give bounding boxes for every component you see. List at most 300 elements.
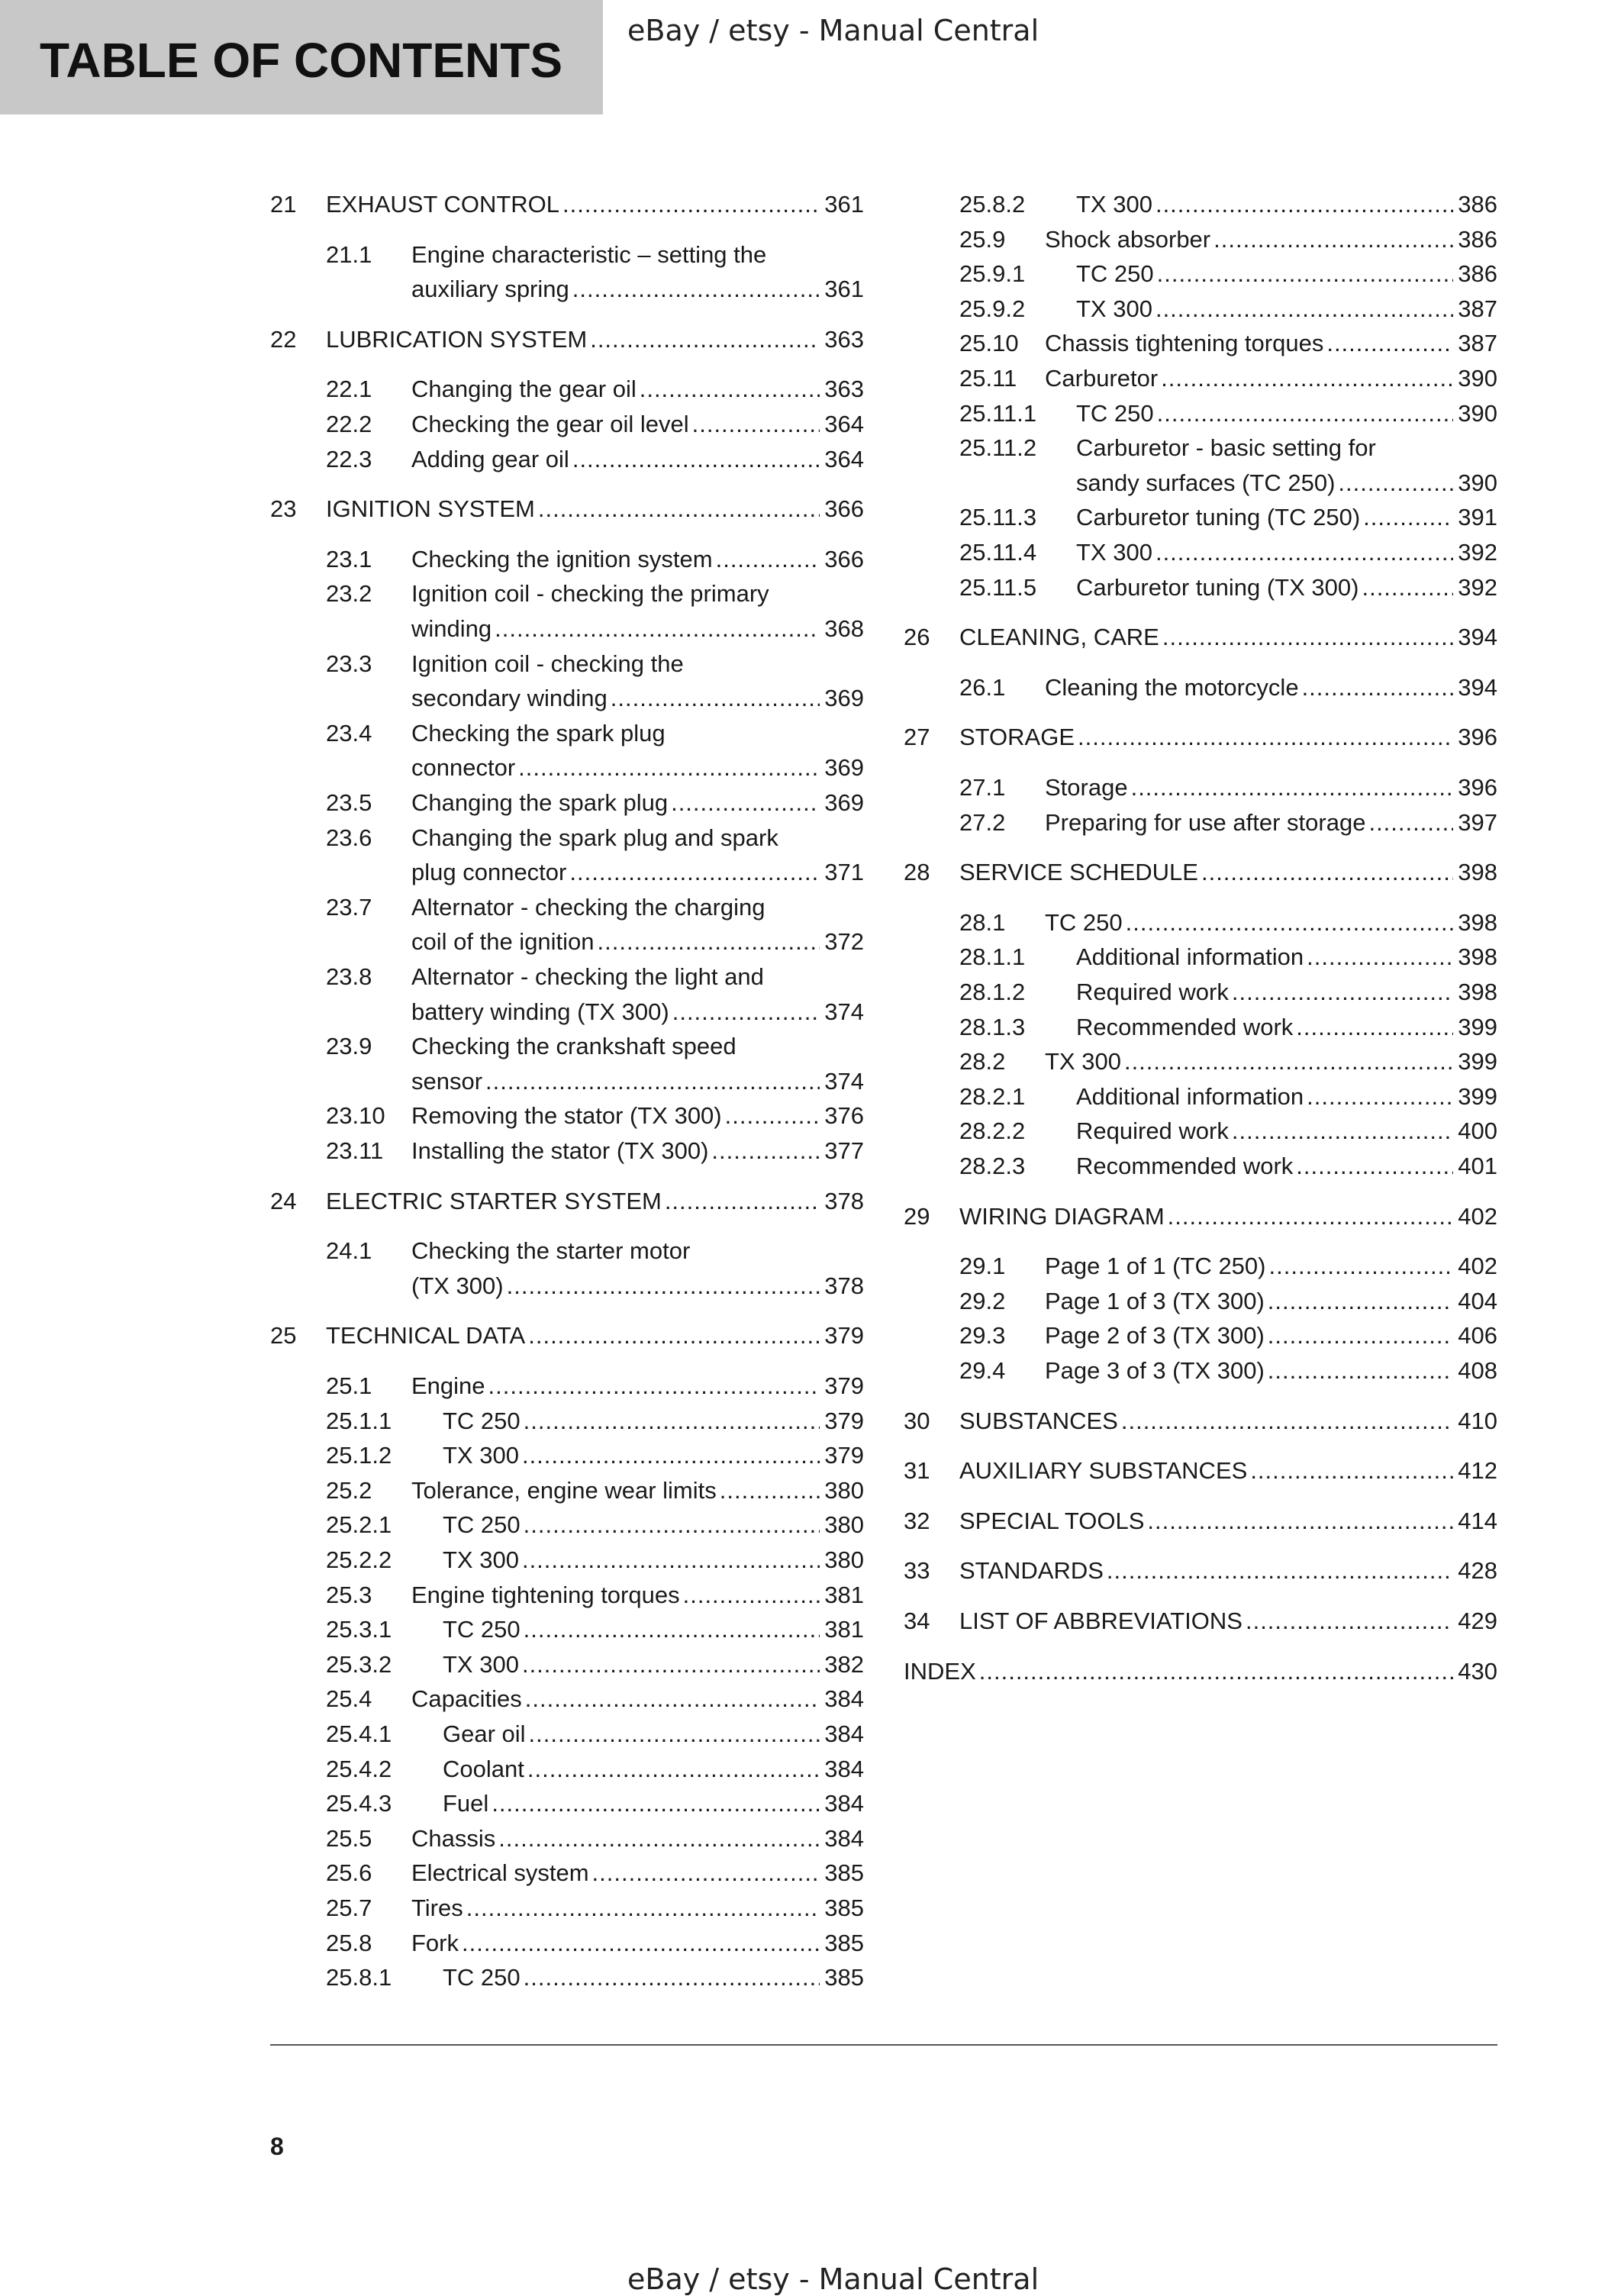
toc-entry[interactable] bbox=[270, 543, 864, 578]
toc-entry-number: 23.9 bbox=[326, 1033, 372, 1060]
toc-entry[interactable] bbox=[904, 1285, 1497, 1320]
toc-entry[interactable] bbox=[270, 1787, 864, 1822]
toc-entry[interactable] bbox=[270, 1508, 864, 1543]
toc-entry[interactable] bbox=[904, 771, 1497, 806]
toc-dot-leader bbox=[1269, 1250, 1454, 1283]
toc-entry-number: 25.3.2 bbox=[326, 1650, 392, 1678]
toc-entry-number: 23.4 bbox=[326, 719, 372, 747]
toc-entry-number: 28.1 bbox=[959, 908, 1006, 936]
toc-entry-title: AUXILIARY SUBSTANCES bbox=[959, 1457, 1248, 1485]
toc-dot-leader bbox=[672, 995, 820, 1029]
toc-entry-title: sensor bbox=[411, 1067, 483, 1095]
toc-entry-page: 371 bbox=[824, 859, 864, 886]
toc-dot-leader bbox=[569, 856, 820, 889]
toc-entry-title: TX 300 bbox=[443, 1442, 519, 1469]
toc-entry-title: Electrical system bbox=[411, 1859, 589, 1887]
toc-entry-page: 410 bbox=[1458, 1407, 1497, 1434]
toc-dot-leader bbox=[562, 188, 820, 221]
toc-entry[interactable] bbox=[904, 940, 1497, 975]
toc-dot-leader bbox=[518, 751, 820, 785]
toc-entry-number: 23.2 bbox=[326, 580, 372, 608]
toc-entry-title: SUBSTANCES bbox=[959, 1407, 1118, 1434]
toc-entry-title: plug connector bbox=[411, 859, 567, 886]
toc-entry[interactable] bbox=[904, 223, 1497, 258]
toc-entry-title: Recommended work bbox=[1076, 1153, 1294, 1179]
toc-entry-page: 414 bbox=[1458, 1507, 1497, 1534]
toc-entry[interactable] bbox=[270, 1099, 864, 1134]
toc-entry-page: 380 bbox=[824, 1546, 864, 1573]
toc-entry[interactable] bbox=[904, 721, 1497, 756]
toc-dot-leader bbox=[572, 272, 820, 306]
toc-entry-title: Fork bbox=[411, 1929, 459, 1956]
toc-entry-page: 396 bbox=[1458, 774, 1497, 801]
toc-entry[interactable] bbox=[904, 501, 1497, 536]
toc-entry[interactable] bbox=[904, 1080, 1497, 1115]
toc-entry[interactable] bbox=[904, 1011, 1497, 1046]
toc-dot-leader bbox=[522, 1543, 820, 1577]
toc-dot-leader bbox=[462, 1927, 820, 1960]
toc-dot-leader bbox=[979, 1655, 1453, 1688]
toc-entry-title: Fuel bbox=[443, 1790, 489, 1817]
toc-dot-leader bbox=[1250, 1454, 1453, 1488]
toc-entry-page: 390 bbox=[1458, 469, 1497, 496]
toc-entry[interactable] bbox=[904, 536, 1497, 571]
toc-entry-title: Ignition coil - checking the primary bbox=[411, 580, 769, 608]
toc-dot-leader bbox=[692, 408, 820, 441]
toc-entry[interactable] bbox=[904, 1404, 1497, 1440]
toc-entry-page: 364 bbox=[824, 445, 864, 472]
watermark-top: eBay / etsy - Manual Central bbox=[627, 14, 1039, 47]
toc-entry[interactable] bbox=[270, 188, 864, 223]
toc-entry-page: 380 bbox=[824, 1511, 864, 1539]
toc-entry[interactable] bbox=[270, 1319, 864, 1354]
toc-dot-leader bbox=[1232, 975, 1453, 1009]
toc-entry-page: 363 bbox=[824, 376, 864, 403]
toc-entry-page: 398 bbox=[1458, 979, 1497, 1005]
toc-entry-title: Capacities bbox=[411, 1685, 522, 1713]
toc-entry[interactable] bbox=[904, 1250, 1497, 1285]
toc-entry[interactable] bbox=[270, 1648, 864, 1683]
toc-entry-number: 25.8.2 bbox=[959, 191, 1026, 218]
toc-entry[interactable] bbox=[270, 443, 864, 478]
toc-entry-title: TC 250 bbox=[443, 1407, 521, 1434]
toc-entry-page: 402 bbox=[1458, 1202, 1497, 1230]
toc-entry[interactable] bbox=[270, 1613, 864, 1648]
toc-entry-title: TX 300 bbox=[1076, 295, 1152, 322]
toc-entry-page: 379 bbox=[824, 1442, 864, 1469]
toc-entry[interactable] bbox=[270, 1717, 864, 1753]
toc-dot-leader bbox=[665, 1185, 820, 1218]
toc-entry-page: 392 bbox=[1458, 539, 1497, 566]
toc-dot-leader bbox=[1268, 1319, 1453, 1353]
toc-entry-page: 369 bbox=[824, 789, 864, 816]
toc-entry-page: 377 bbox=[824, 1137, 864, 1164]
toc-entry-title: INDEX bbox=[904, 1657, 976, 1685]
toc-entry-title: TC 250 bbox=[443, 1616, 521, 1643]
toc-entry[interactable] bbox=[270, 960, 864, 1030]
toc-entry[interactable] bbox=[904, 188, 1497, 223]
toc-entry-title: Changing the spark plug and spark bbox=[411, 824, 778, 851]
toc-dot-leader bbox=[524, 1508, 820, 1542]
toc-entry-title: Required work bbox=[1076, 1117, 1229, 1145]
toc-entry[interactable] bbox=[270, 1578, 864, 1614]
toc-entry-page: 368 bbox=[824, 614, 864, 642]
toc-entry-title: STORAGE bbox=[959, 724, 1075, 751]
toc-entry-title: Carburetor - basic setting for bbox=[1076, 434, 1376, 462]
toc-entry[interactable] bbox=[904, 621, 1497, 656]
toc-entry-number: 28.2.1 bbox=[959, 1082, 1026, 1110]
toc-entry-title: Carburetor tuning (TX 300) bbox=[1076, 573, 1359, 601]
toc-entry-title: Carburetor tuning (TC 250) bbox=[1076, 504, 1361, 531]
toc-entry-number: 25.4.3 bbox=[326, 1790, 392, 1817]
toc-dot-leader bbox=[1155, 536, 1453, 569]
toc-dot-leader bbox=[572, 443, 820, 476]
toc-entry[interactable] bbox=[270, 1543, 864, 1578]
toc-entry-title: TC 250 bbox=[1076, 260, 1154, 288]
toc-entry[interactable] bbox=[904, 1604, 1497, 1640]
toc-entry-page: 399 bbox=[1458, 1013, 1497, 1040]
toc-entry[interactable] bbox=[270, 492, 864, 527]
toc-entry[interactable] bbox=[270, 238, 864, 308]
toc-entry-number: 23.3 bbox=[326, 650, 372, 677]
page-title: TABLE OF CONTENTS bbox=[40, 33, 562, 88]
toc-entry-page: 378 bbox=[824, 1187, 864, 1214]
toc-dot-leader bbox=[1368, 806, 1453, 840]
toc-dot-leader bbox=[524, 1613, 820, 1646]
toc-entry-title: Shock absorber bbox=[1045, 225, 1211, 253]
toc-dot-leader bbox=[683, 1578, 820, 1612]
toc-entry-number: 29.3 bbox=[959, 1322, 1006, 1350]
toc-entry-number: 21 bbox=[270, 191, 297, 218]
toc-entry-title: Ignition coil - checking the bbox=[411, 650, 684, 677]
toc-entry[interactable] bbox=[270, 1927, 864, 1962]
toc-entry-page: 384 bbox=[824, 1824, 864, 1852]
toc-entry-number: 34 bbox=[904, 1608, 930, 1634]
toc-entry-page: 361 bbox=[824, 276, 864, 303]
toc-entry-number: 25.8.1 bbox=[326, 1964, 392, 1991]
toc-dot-leader bbox=[1126, 906, 1453, 940]
toc-entry-title: Installing the stator (TX 300) bbox=[411, 1137, 709, 1164]
toc-entry-page: 382 bbox=[824, 1650, 864, 1678]
toc-entry-title: Checking the ignition system bbox=[411, 545, 713, 572]
toc-entry[interactable] bbox=[270, 1439, 864, 1474]
toc-entry-number: 25.9 bbox=[959, 225, 1006, 253]
toc-dot-leader bbox=[1078, 721, 1453, 754]
toc-entry-page: 366 bbox=[824, 545, 864, 572]
toc-entry-page: 387 bbox=[1458, 295, 1497, 322]
toc-entry-number: 23.8 bbox=[326, 963, 372, 990]
toc-entry[interactable] bbox=[270, 1030, 864, 1099]
toc-entry-number: 32 bbox=[904, 1507, 930, 1534]
toc-entry-title: winding bbox=[411, 614, 492, 642]
toc-entry-page: 390 bbox=[1458, 365, 1497, 392]
toc-entry-page: 391 bbox=[1458, 504, 1497, 531]
toc-entry[interactable] bbox=[270, 1474, 864, 1509]
toc-dot-leader bbox=[611, 682, 820, 715]
toc-entry-number: 31 bbox=[904, 1457, 930, 1485]
toc-entry[interactable] bbox=[904, 1655, 1497, 1690]
toc-entry[interactable] bbox=[904, 431, 1497, 501]
toc-entry-page: 374 bbox=[824, 1067, 864, 1095]
toc-entry-page: 363 bbox=[824, 325, 864, 353]
toc-dot-leader bbox=[1121, 1404, 1453, 1438]
toc-entry[interactable] bbox=[270, 1682, 864, 1717]
toc-dot-leader bbox=[1296, 1011, 1453, 1044]
toc-entry-number: 23.11 bbox=[326, 1137, 384, 1164]
toc-entry[interactable] bbox=[270, 1369, 864, 1404]
toc-entry-page: 374 bbox=[824, 998, 864, 1025]
toc-entry-number: 23.1 bbox=[326, 545, 372, 572]
toc-entry-title: (TX 300) bbox=[411, 1272, 504, 1299]
toc-entry-page: 379 bbox=[824, 1407, 864, 1434]
toc-entry-page: 384 bbox=[824, 1720, 864, 1747]
toc-entry-number: 28.2 bbox=[959, 1048, 1006, 1075]
toc-entry-title: secondary winding bbox=[411, 685, 608, 712]
toc-entry[interactable] bbox=[270, 1234, 864, 1304]
toc-entry-number: 29.2 bbox=[959, 1287, 1006, 1314]
toc-entry-number: 30 bbox=[904, 1407, 930, 1434]
toc-dot-leader bbox=[1362, 571, 1453, 605]
toc-entry-title: TX 300 bbox=[1076, 539, 1152, 566]
toc-entry[interactable] bbox=[904, 1504, 1497, 1540]
toc-entry[interactable] bbox=[904, 1354, 1497, 1389]
toc-entry-title: Page 3 of 3 (TX 300) bbox=[1045, 1357, 1265, 1384]
toc-entry-title: Page 1 of 1 (TC 250) bbox=[1045, 1253, 1266, 1280]
toc-entry-number: 21.1 bbox=[326, 240, 372, 268]
toc-entry[interactable] bbox=[270, 1856, 864, 1891]
toc-entry-page: 399 bbox=[1458, 1082, 1497, 1110]
toc-entry-title: Tolerance, engine wear limits bbox=[411, 1476, 717, 1504]
toc-entry-page: 386 bbox=[1458, 260, 1497, 288]
toc-entry-title: Adding gear oil bbox=[411, 445, 569, 472]
toc-entry-number: 23.7 bbox=[326, 893, 372, 921]
toc-dot-leader bbox=[524, 1961, 820, 1994]
toc-entry-page: 372 bbox=[824, 928, 864, 956]
toc-dot-leader bbox=[1268, 1285, 1453, 1318]
toc-entry-page: 401 bbox=[1458, 1153, 1497, 1179]
toc-entry[interactable] bbox=[904, 1150, 1497, 1185]
toc-entry[interactable] bbox=[270, 717, 864, 786]
toc-entry-page: 385 bbox=[824, 1859, 864, 1887]
toc-entry-page: 366 bbox=[824, 495, 864, 523]
toc-entry-title: TX 300 bbox=[1045, 1048, 1121, 1075]
toc-entry-title: EXHAUST CONTROL bbox=[326, 191, 560, 218]
toc-entry-number: 24.1 bbox=[326, 1237, 372, 1265]
toc-dot-leader bbox=[488, 1369, 820, 1403]
toc-entry-number: 25.2.2 bbox=[326, 1546, 392, 1573]
toc-entry-title: Checking the crankshaft speed bbox=[411, 1033, 736, 1060]
toc-entry[interactable] bbox=[270, 1961, 864, 1996]
toc-entry-number: 24 bbox=[270, 1187, 297, 1214]
toc-entry[interactable] bbox=[270, 323, 864, 358]
toc-dot-leader bbox=[1268, 1354, 1453, 1388]
toc-dot-leader bbox=[1157, 257, 1453, 291]
toc-entry[interactable] bbox=[904, 856, 1497, 891]
toc-entry-title: TC 250 bbox=[443, 1964, 521, 1991]
toc-dot-leader bbox=[1326, 327, 1453, 360]
toc-entry[interactable] bbox=[904, 397, 1497, 432]
toc-entry[interactable] bbox=[904, 257, 1497, 292]
toc-dot-leader bbox=[590, 323, 820, 356]
toc-entry-page: 404 bbox=[1458, 1287, 1497, 1314]
toc-entry-page: 384 bbox=[824, 1685, 864, 1713]
toc-entry-page: 398 bbox=[1458, 908, 1497, 936]
toc-entry[interactable] bbox=[904, 906, 1497, 941]
toc-dot-leader bbox=[524, 1404, 820, 1438]
toc-entry[interactable] bbox=[904, 327, 1497, 362]
toc-entry-page: 412 bbox=[1458, 1457, 1497, 1485]
toc-dot-leader bbox=[720, 1474, 820, 1508]
toc-entry-number: 25.6 bbox=[326, 1859, 372, 1887]
toc-dot-leader bbox=[640, 372, 820, 406]
toc-entry-title: Gear oil bbox=[443, 1720, 526, 1747]
toc-entry-page: 429 bbox=[1458, 1608, 1497, 1634]
toc-entry[interactable] bbox=[270, 408, 864, 443]
toc-entry[interactable] bbox=[270, 891, 864, 960]
toc-entry[interactable] bbox=[270, 1404, 864, 1440]
toc-dot-leader bbox=[1232, 1114, 1453, 1148]
toc-dot-leader bbox=[525, 1682, 820, 1716]
toc-entry[interactable] bbox=[904, 292, 1497, 327]
toc-entry-title: Page 1 of 3 (TX 300) bbox=[1045, 1287, 1265, 1314]
toc-dot-leader bbox=[1162, 621, 1453, 654]
toc-entry-number: 25.11.5 bbox=[959, 573, 1037, 601]
toc-dot-leader bbox=[1246, 1604, 1453, 1638]
toc-entry-number: 23 bbox=[270, 495, 297, 523]
toc-entry-title: IGNITION SYSTEM bbox=[326, 495, 535, 523]
toc-entry[interactable] bbox=[270, 577, 864, 647]
toc-entry-title: SPECIAL TOOLS bbox=[959, 1507, 1145, 1534]
toc-entry-title: Required work bbox=[1076, 979, 1229, 1005]
toc-entry-title: Checking the gear oil level bbox=[411, 411, 689, 437]
toc-dot-leader bbox=[522, 1439, 820, 1472]
toc-entry[interactable] bbox=[904, 362, 1497, 397]
toc-dot-leader bbox=[529, 1717, 820, 1751]
toc-entry-number: 25.2.1 bbox=[326, 1511, 392, 1539]
toc-entry-number: 25.11.4 bbox=[959, 539, 1037, 566]
toc-dot-leader bbox=[1307, 1080, 1453, 1114]
toc-entry-page: 379 bbox=[824, 1372, 864, 1399]
toc-entry-title: Alternator - checking the charging bbox=[411, 893, 765, 921]
toc-entry-title: Engine tightening torques bbox=[411, 1581, 680, 1608]
toc-entry[interactable] bbox=[904, 1454, 1497, 1489]
toc-entry[interactable] bbox=[904, 1114, 1497, 1150]
toc-entry-page: 387 bbox=[1458, 330, 1497, 357]
toc-entry-title: Chassis tightening torques bbox=[1045, 330, 1324, 357]
toc-entry-title: Removing the stator (TX 300) bbox=[411, 1102, 722, 1130]
toc-entry[interactable] bbox=[270, 821, 864, 891]
toc-entry-page: 364 bbox=[824, 411, 864, 437]
toc-entry-number: 25.10 bbox=[959, 330, 1019, 357]
toc-dot-leader bbox=[1296, 1150, 1453, 1183]
toc-entry-title: STANDARDS bbox=[959, 1557, 1104, 1585]
toc-entry[interactable] bbox=[904, 975, 1497, 1011]
toc-entry-page: 400 bbox=[1458, 1117, 1497, 1145]
toc-dot-leader bbox=[598, 925, 820, 959]
toc-dot-leader bbox=[1338, 466, 1453, 500]
toc-entry-number: 25.11 bbox=[959, 365, 1017, 392]
toc-entry[interactable] bbox=[904, 671, 1497, 706]
toc-entry[interactable] bbox=[904, 1200, 1497, 1235]
toc-entry-page: 428 bbox=[1458, 1557, 1497, 1585]
toc-entry-page: 398 bbox=[1458, 943, 1497, 971]
toc-entry-number: 27.1 bbox=[959, 774, 1006, 801]
toc-dot-leader bbox=[528, 1319, 820, 1353]
toc-entry-number: 26 bbox=[904, 624, 930, 651]
toc-entry-title: Page 2 of 3 (TX 300) bbox=[1045, 1322, 1265, 1350]
toc-entry-number: 28 bbox=[904, 859, 930, 886]
toc-entry-number: 25.1 bbox=[326, 1372, 372, 1399]
toc-dot-leader bbox=[1161, 362, 1453, 395]
footer-divider bbox=[270, 2044, 1497, 2046]
toc-entry-number: 25.9.1 bbox=[959, 260, 1026, 288]
toc-entry-number: 28.2.3 bbox=[959, 1153, 1026, 1179]
toc-entry-title: TC 250 bbox=[1045, 908, 1123, 936]
toc-entry-number: 22.2 bbox=[326, 411, 372, 437]
toc-entry-number: 33 bbox=[904, 1557, 930, 1585]
toc-entry-title: Additional information bbox=[1076, 1082, 1304, 1110]
toc-entry-title: WIRING DIAGRAM bbox=[959, 1202, 1165, 1230]
toc-entry-number: 25.8 bbox=[326, 1929, 372, 1956]
toc-dot-leader bbox=[1168, 1200, 1453, 1233]
header-banner bbox=[0, 0, 603, 114]
toc-entry[interactable] bbox=[904, 1319, 1497, 1354]
toc-entry-title: Engine bbox=[411, 1372, 485, 1399]
toc-entry[interactable] bbox=[904, 1045, 1497, 1080]
toc-entry[interactable] bbox=[270, 372, 864, 408]
toc-entry-title: sandy surfaces (TC 250) bbox=[1076, 469, 1336, 496]
toc-entry[interactable] bbox=[904, 571, 1497, 606]
toc-entry-number: 25.9.2 bbox=[959, 295, 1026, 322]
toc-entry-title: LIST OF ABBREVIATIONS bbox=[959, 1608, 1243, 1634]
toc-entry[interactable] bbox=[270, 1134, 864, 1169]
toc-entry-title: Preparing for use after storage bbox=[1045, 808, 1366, 836]
toc-entry-title: auxiliary spring bbox=[411, 276, 569, 303]
toc-entry[interactable] bbox=[270, 647, 864, 717]
toc-entry-number: 25.11.3 bbox=[959, 504, 1037, 531]
toc-entry-number: 22.1 bbox=[326, 376, 372, 403]
toc-entry-title: Checking the spark plug bbox=[411, 719, 666, 747]
toc-entry[interactable] bbox=[270, 786, 864, 821]
toc-entry-page: 385 bbox=[824, 1929, 864, 1956]
toc-entry-page: 430 bbox=[1458, 1657, 1497, 1685]
toc-dot-leader bbox=[1302, 671, 1453, 705]
toc-dot-leader bbox=[1363, 501, 1453, 534]
toc-entry[interactable] bbox=[270, 1822, 864, 1857]
toc-entry-number: 25.2 bbox=[326, 1476, 372, 1504]
toc-entry-page: 369 bbox=[824, 685, 864, 712]
toc-entry-title: Tires bbox=[411, 1895, 463, 1921]
toc-entry[interactable] bbox=[270, 1185, 864, 1220]
toc-entry-title: Changing the spark plug bbox=[411, 789, 669, 816]
toc-entry-page: 385 bbox=[824, 1964, 864, 1991]
toc-dot-leader bbox=[485, 1065, 820, 1098]
toc-dot-leader bbox=[716, 543, 820, 576]
toc-entry-title: connector bbox=[411, 754, 516, 782]
toc-entry-number: 28.2.2 bbox=[959, 1117, 1026, 1145]
toc-entry[interactable] bbox=[270, 1753, 864, 1788]
toc-entry-page: 384 bbox=[824, 1790, 864, 1817]
toc-entry-title: LUBRICATION SYSTEM bbox=[326, 325, 588, 353]
toc-entry[interactable] bbox=[904, 806, 1497, 841]
toc-entry-page: 406 bbox=[1458, 1322, 1497, 1350]
toc-entry-title: ELECTRIC STARTER SYSTEM bbox=[326, 1187, 662, 1214]
toc-entry-page: 381 bbox=[824, 1581, 864, 1608]
toc-entry[interactable] bbox=[270, 1891, 864, 1927]
toc-entry[interactable] bbox=[904, 1554, 1497, 1589]
toc-entry-number: 29.1 bbox=[959, 1253, 1006, 1280]
toc-entry-page: 394 bbox=[1458, 624, 1497, 651]
